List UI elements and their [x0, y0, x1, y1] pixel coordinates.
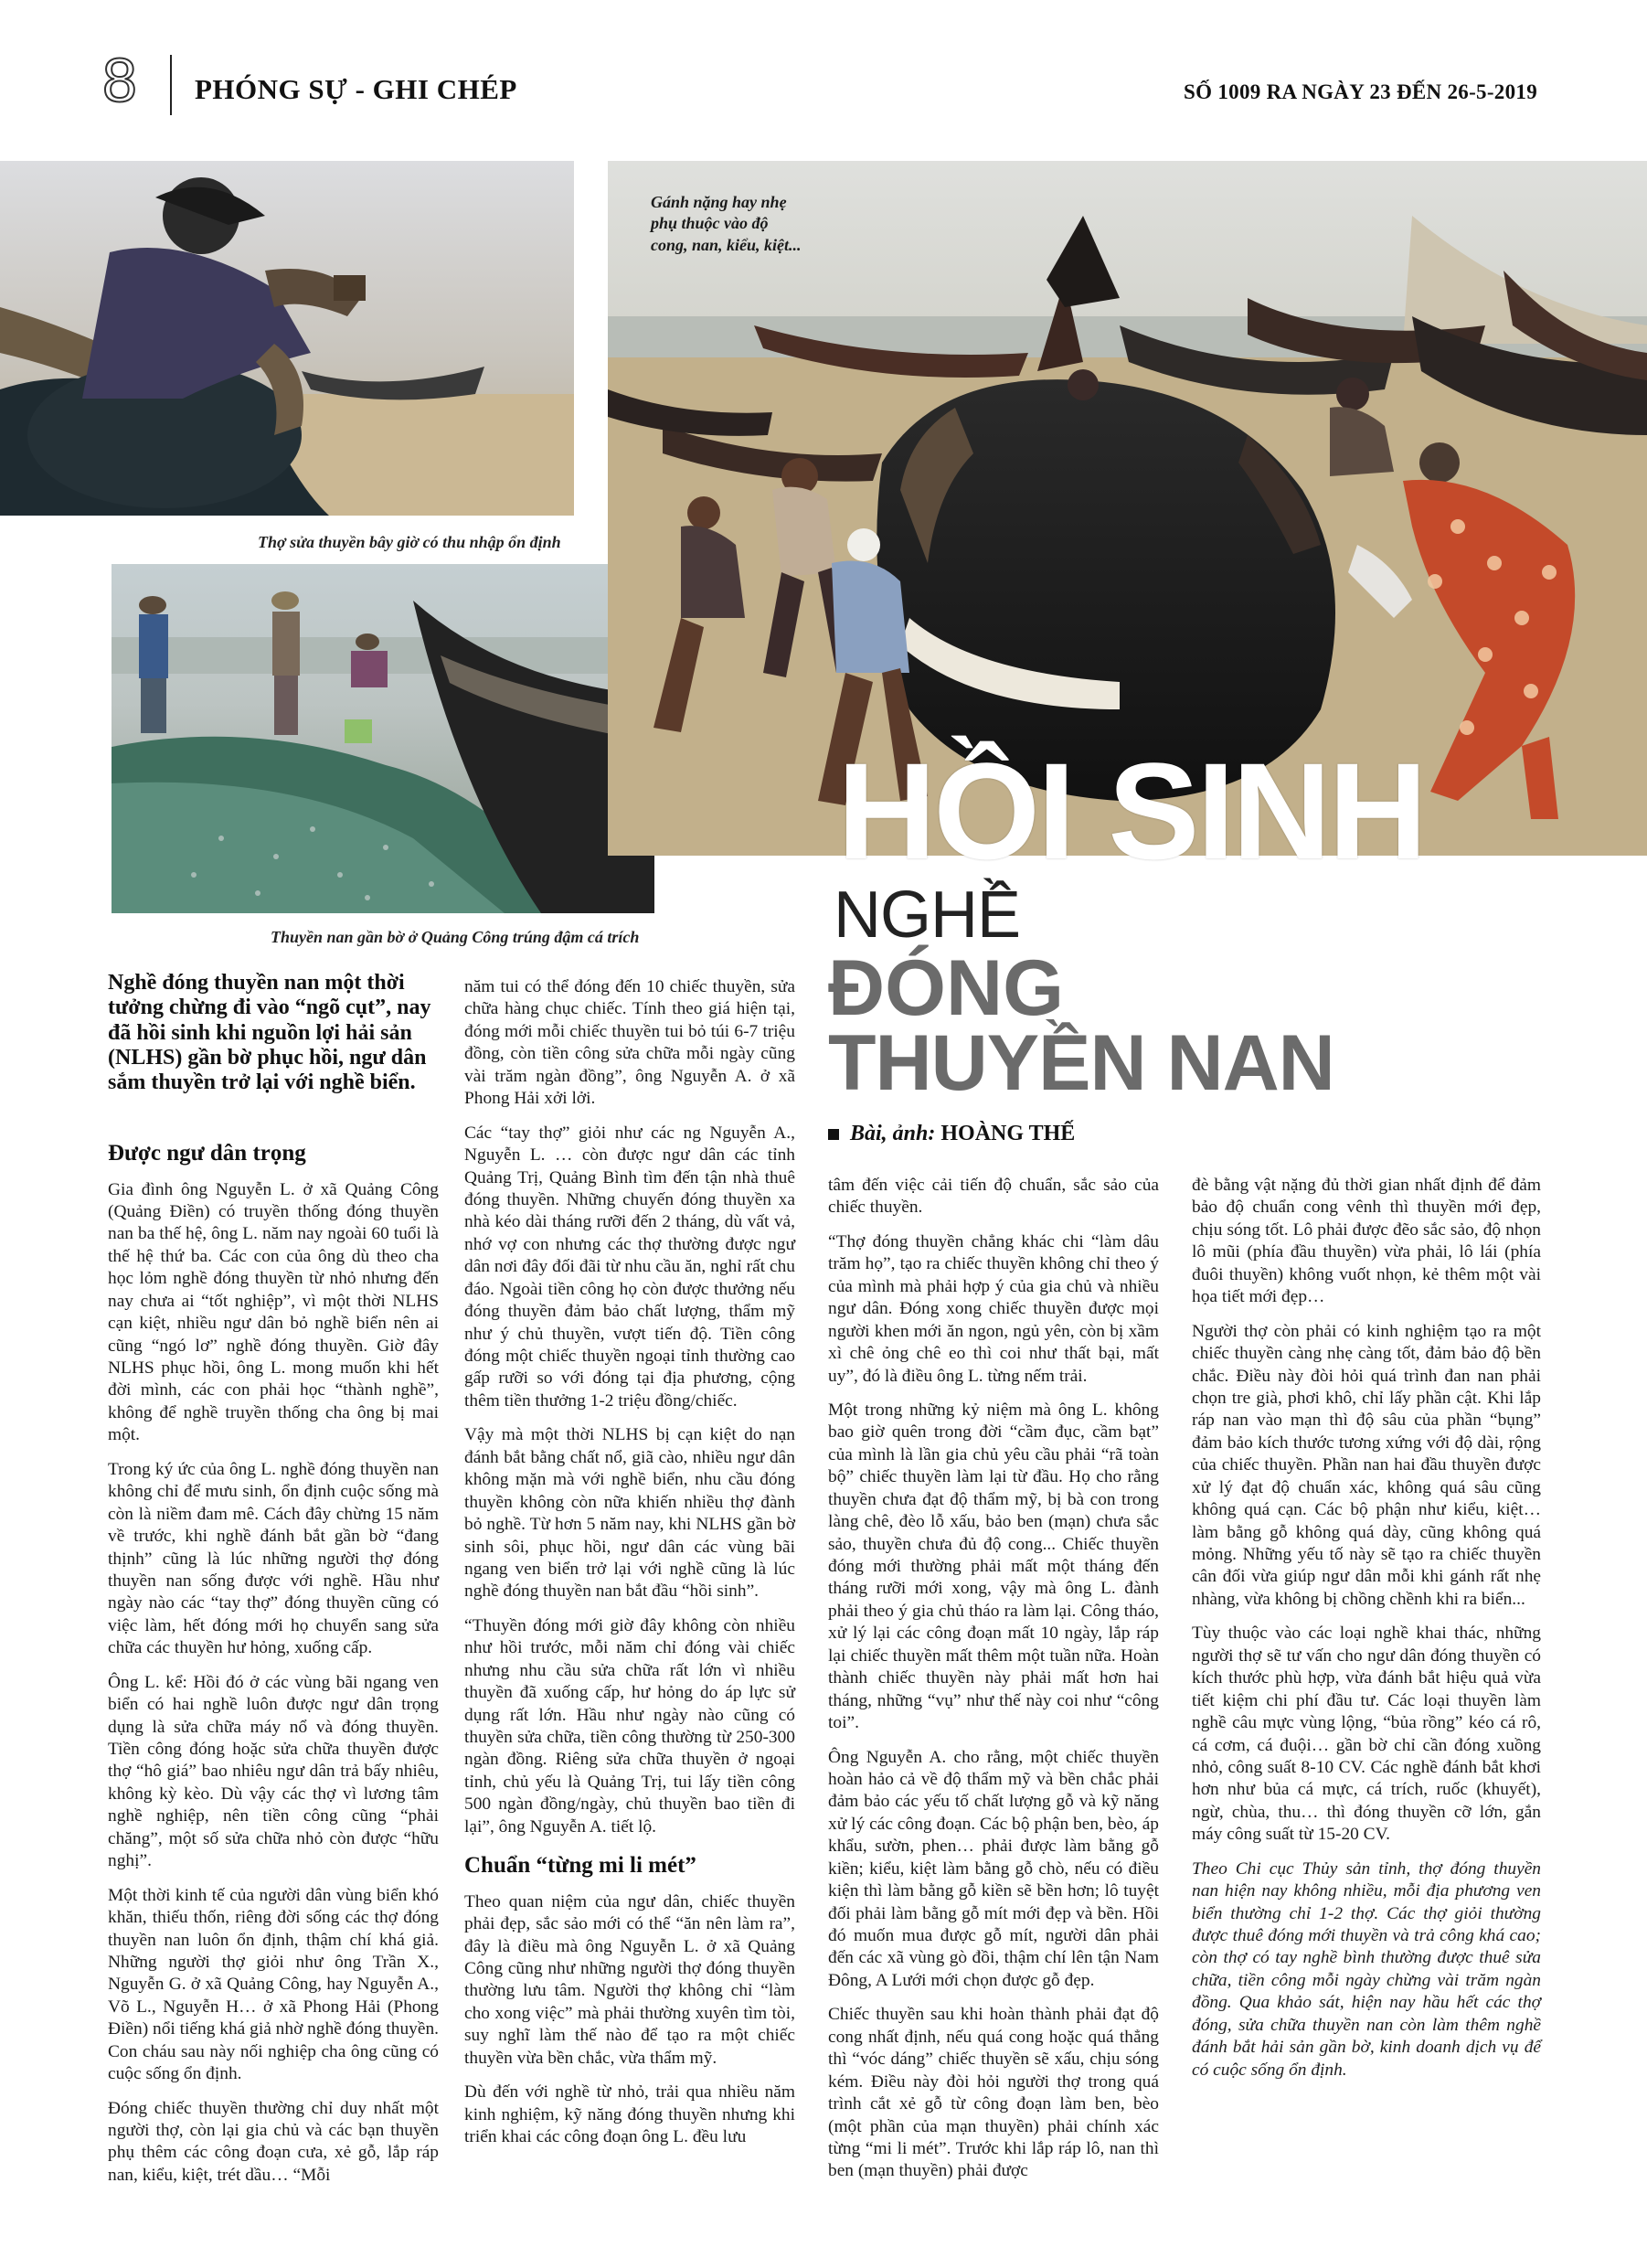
column-4: [1192, 1175, 1541, 2093]
section-title: PHÓNG SỰ - GHI CHÉP: [195, 73, 517, 105]
paragraph: Trong ký ức của ông L. nghề đóng thuyền nan không chỉ để mưu sinh, ổn định cuộc sống mà còn là niềm đam mê. Cách đây chừng 15 năm về trước, khi nghề đánh bắt gần bờ “đang thịnh” cũng là lúc những người thợ đóng thuyền nan sống được với nghề. Hầu như ngày nào các “tay thợ” đóng thuyền cũng có việc làm, hết đóng mới họ chuyển sang sửa chữa các thuyền hư hỏng, xuống cấp.: [108, 1459, 439, 1658]
photo-boat-repair: [0, 161, 574, 516]
headline-line2: NGHỀ: [834, 878, 1021, 952]
header-divider: [170, 55, 172, 115]
paragraph: Vậy mà một thời NLHS bị cạn kiệt do nạn đánh bắt bằng chất nổ, giã cào, nhiều ngư dân không mặn mà với nghề biển, nhu cầu đóng thuyền không còn nữa khiến nhiều thợ đành bỏ nghề. Từ hơn 5 năm nay, khi NLHS gần bờ sinh sôi, phục hồi, ngư dân các vùng bãi ngang ven biển trở lại với nghề cũng là lúc nghề đóng thuyền nan bắt đầu “hồi sinh”.: [464, 1425, 795, 1602]
column-1: [108, 1132, 439, 2199]
column-3: [828, 1175, 1159, 2195]
paragraph: Các “tay thợ” giỏi như các ng Nguyễn A., Nguyễn L. … còn được ngư dân các tỉnh Quảng Trị, Quảng Bình tìm đến tận nhà thuê đóng thuyền. Những chuyến đóng thuyền xa nhà kéo dài tháng rưỡi đến 2 tháng, dù vất vả, nhớ vợ con nhưng các thợ thường được ngư dân nơi đây đối đãi từ nhu cầu ăn, nghỉ rất chu đáo. Ngoài tiền công họ còn được thưởng nếu đóng thuyền đảm bảo chất lượng, thẩm mỹ như ý chủ thuyền, vượt tiến độ. Tiền công đóng một chiếc thuyền ngoại tỉnh thường cao gấp rưỡi so với đóng tại địa phương, cộng thêm tiền thưởng 1-2 triệu đồng/chiếc.: [464, 1123, 795, 1411]
paragraph: đè bằng vật nặng đủ thời gian nhất định để đảm bảo độ chuẩn cong vênh thì thuyền mới đẹp, chịu sóng tốt. Lô phải được đẽo sắc sảo, độ nhọn lô mũi (phía đầu thuyền) vừa phải, lô lái (phía đuôi thuyền) không vuốt nhọn, kẻ thêm một vài họa tiết mới đẹp…: [1192, 1176, 1541, 1307]
paragraph: Theo quan niệm của ngư dân, chiếc thuyền phải đẹp, sắc sảo mới có thể “ăn nên làm ra”, đây là điều mà ông Nguyễn L. ở xã Quảng Công cũng như những người thợ đóng thuyền thường lưu tâm. Người thợ không chỉ “làm cho xong việc” mà phải thường xuyên tìm tòi, suy nghĩ làm thế nào để tạo ra một chiếc thuyền vừa bền chắc, vừa thẩm mỹ.: [464, 1891, 795, 2068]
photo-beach-boats-caption: Gánh nặng hay nhẹ phụ thuộc vào độ cong, nan, kiểu, kiệt...: [651, 193, 802, 254]
subheading-2: Chuẩn “từng mi li mét”: [464, 1853, 696, 1879]
photo-fishermen-net: [112, 564, 654, 913]
paragraph: Dù đến với nghề từ nhỏ, trải qua nhiều năm kinh nghiệm, kỹ năng đóng thuyền nhưng khi triển khai các công đoạn ông L. đều lưu: [464, 2082, 795, 2147]
page-number: 8: [102, 46, 137, 115]
column-2: [464, 976, 795, 2161]
paragraph: năm tui có thể đóng đến 10 chiếc thuyền, sửa chữa hàng chục chiếc. Tính theo giá hiện tại, đóng mới mỗi chiếc thuyền tui bỏ túi 6-7 triệu đồng, còn tiền công sửa chữa mỗi ngày cũng vài trăm ngàn đồng”, ông Nguyễn A. ở xã Phong Hải xởi lởi.: [464, 977, 795, 1109]
closing-paragraph: Theo Chi cục Thủy sản tỉnh, thợ đóng thuyền nan hiện nay không nhiều, mỗi địa phương ven biển thường chỉ 1-2 thợ. Các thợ giỏi thường được thuê đóng mới thuyền và trả công khá cao; còn thợ có tay nghề bình thường được thuê sửa chữa, tiền công mỗi ngày chừng vài trăm ngàn đồng. Qua khảo sát, hiện nay hầu hết các thợ đóng, sửa chữa thuyền nan còn làm thêm nghề đánh bắt hải sản gần bờ, kinh doanh dịch vụ để có cuộc sống ổn định.: [1192, 1858, 1541, 2080]
paragraph: Ông L. kể: Hồi đó ở các vùng bãi ngang ven biển có hai nghề luôn được ngư dân trọng dụng là sửa chữa máy nổ và đóng thuyền. Tiền công đóng hoặc sửa chữa thuyền được thợ “hô giá” bao nhiêu ngư dân trả bấy nhiêu, không kỳ kèo. Dù vậy các thợ vì lương tâm nghề nghiệp, nên tiền công cũng “phải chăng”, một số sửa chữa nhỏ còn được “hữu nghị”.: [108, 1672, 439, 1871]
paragraph: tâm đến việc cải tiến độ chuẩn, sắc sảo của chiếc thuyền.: [828, 1176, 1159, 1218]
paragraph: Gia đình ông Nguyễn L. ở xã Quảng Công (Quảng Điền) có truyền thống đóng thuyền nan ba thế hệ, ông L. năm nay ngoài 60 tuổi là thế hệ thứ ba. Các con của ông dù theo cha học lỏm nghề đóng thuyền từ nhỏ nhưng đến nay chưa ai “tốt nghiệp”, vì một thời NLHS cạn kiệt, nhiều ngư dân bỏ nghề biển nên ai cũng “ngó lơ” nghề đóng thuyền. Giờ đây NLHS phục hồi, ông L. mong muốn khi hết đời mình, các con phải học “thành nghề”, không để nghề truyền thống cha ông bị mai một.: [108, 1179, 439, 1445]
headline-line1: HỒI SINH: [837, 734, 1425, 888]
issue-info: SỐ 1009 RA NGÀY 23 ĐẾN 26-5-2019: [1184, 80, 1537, 103]
paragraph: Người thợ còn phải có kinh nghiệm tạo ra một chiếc thuyền càng nhẹ càng tốt, đảm bảo độ bền chắc. Điều này đòi hỏi quá trình đan nan phải chọn tre già, phơi khô, chỉ lấy phần cật. Khi lắp ráp nan vào mạn thì độ sâu của phần “bụng” đảm bảo kích thước tương xứng với độ dài, rộng của chiếc thuyền. Phần nan hai đầu thuyền được xử lý đạt độ chuẩn xác, không quá sâu cũng không quá cạn. Các bộ phận như kiểu, kiệt… làm bằng gỗ không quá dày, cũng không quá mỏng. Những yếu tố này sẽ tạo ra chiếc thuyền cân đối vừa giúp ngư dân mỗi khi gánh rất nhẹ nhàng, vừa không bị chồng chềnh khi ra biển...: [1192, 1321, 1541, 1609]
paragraph: Ông Nguyễn A. cho rằng, một chiếc thuyền hoàn hảo cả về độ thẩm mỹ và bền chắc phải đảm bảo các yếu tố chất lượng gỗ và kỹ năng xử lý các công đoạn. Các bộ phận ben, bèo, áp khẩu, sườn, phen… phải được làm bằng gỗ kiền; kiểu, kiệt làm bằng gỗ chò, nếu có điều kiện thì làm bằng gỗ kiền sẽ bền hơn; lô tuyệt đối phải làm bằng gỗ mít mới đẹp và bền. Hồi đó muốn mua được gỗ mít, người dân phải đến các xã vùng gò đồi, thậm chí lên tận Nam Đông, A Lưới mới chọn được gỗ đẹp.: [828, 1747, 1159, 1990]
headline-line3: ĐÓNG: [828, 944, 1064, 1032]
subheading-1: Được ngư dân trọng: [108, 1141, 306, 1166]
byline-bullet: [828, 1129, 839, 1140]
paragraph: Một trong những kỷ niệm mà ông L. không bao giờ quên trong đời “cầm đục, cầm bạt” của mình là lần gia chủ yêu cầu phải “rã toàn bộ” chiếc thuyền làm lại từ đầu. Họ cho rằng thuyền chưa đạt độ thẩm mỹ, bị bà con trong làng chê, đèo lỗ xấu, bảo ben (mạn) chưa sắc sảo, thuyền chưa đủ độ cong... Chiếc thuyền đóng mới thường phải mất một tháng đến tháng rưỡi mới xong, vậy mà ông L. đành phải theo ý gia chủ tháo ra làm lại. Công tháo, xử lý lại các công đoạn mất 10 ngày, lắp ráp lại chiếc thuyền mất thêm một tuần nữa. Hoàn thành chiếc thuyền này phải mất hơn hai tháng, những “vụ” như thế này coi như “công toi”.: [828, 1400, 1159, 1733]
photo-fishermen-net-caption: Thuyền nan gần bờ ở Quảng Công trúng đậm cá trích: [271, 928, 640, 946]
lead-paragraph: Nghề đóng thuyền nan một thời tưởng chừng đi vào “ngõ cụt”, nay đã hồi sinh khi nguồn lợi hải sản (NLHS) gần bờ phục hồi, ngư dân sắm thuyền trở lại với nghề biển.: [108, 971, 431, 1095]
paragraph: “Thuyền đóng mới giờ đây không còn nhiều như hồi trước, mỗi năm chỉ đóng vài chiếc nhưng nhu cầu sửa chữa rất lớn vì nhiều thuyền đã xuống cấp, hư hỏng do áp lực sử dụng rất lớn. Hầu như ngày nào cũng có thuyền sửa chữa, tiền công thường từ 250-300 ngàn đồng. Riêng sửa chữa thuyền ở ngoại tỉnh, chủ yếu là Quảng Trị, tui lấy tiền công 500 ngàn đồng/ngày, chủ thuyền bao tiền đi lại”, ông Nguyễn A. tiết lộ.: [464, 1615, 795, 1837]
paragraph: Một thời kinh tế của người dân vùng biển khó khăn, thiếu thốn, riêng đời sống các thợ đóng thuyền nan luôn ổn định, thậm chí khá giả. Những người thợ giỏi như ông Trần X., Nguyễn G. ở xã Quảng Công, hay Nguyễn A., Võ L., Nguyễn H… ở xã Phong Hải (Phong Điền) nổi tiếng khá giả nhờ nghề đóng thuyền. Con cháu sau này nối nghiệp cha ông cũng có cuộc sống ổn định.: [108, 1885, 439, 2084]
paragraph: Chiếc thuyền sau khi hoàn thành phải đạt độ cong nhất định, nếu quá cong hoặc quá thẳng thì “vóc dáng” chiếc thuyền sẽ xấu, chịu sóng kém. Điều này đòi hỏi người thợ trong quá trình cắt xẻ gỗ từ công đoạn làm ben, bèo (một phần của mạn thuyền) phải chính xác từng “mi li mét”. Trước khi lắp ráp lô, nan thì ben (mạn thuyền) phải được: [828, 2005, 1159, 2181]
paragraph: Tùy thuộc vào các loại nghề khai thác, những người thợ sẽ tư vấn cho ngư dân đóng thuyền có kích thước phù hợp, vừa đánh bắt hiệu quả vừa tiết kiệm chi phí đầu tư. Các loại thuyền làm nghề câu mực vùng lộng, “bủa rồng” kéo cá rô, cá cơm, cá đuội… gần bờ chỉ cần đóng xuồng nhỏ, công suất 8-10 CV. Các nghề đánh bắt khơi hơn như bủa cá mực, cá trích, ruốc (khuyết), ngừ, chùa, thu… thì đóng thuyền cỡ lớn, gắn máy công suất từ 15-20 CV.: [1192, 1624, 1541, 1845]
headline-line4: THUYỀN NAN: [828, 1019, 1334, 1107]
photo-boat-repair-caption: Thợ sửa thuyền bây giờ có thu nhập ổn định: [258, 533, 561, 551]
paragraph: Đóng chiếc thuyền thường chỉ duy nhất một người thợ, còn lại gia chủ và các bạn thuyền phụ thêm các công đoạn cưa, xẻ gỗ, lắp ráp nan, kiểu, kiệt, trét dầu… “Mỗi: [108, 2098, 439, 2185]
byline: [828, 1122, 1075, 1146]
paragraph: “Thợ đóng thuyền chẳng khác chi “làm dâu trăm họ”, tạo ra chiếc thuyền không chỉ theo ý của mình mà phải hợp ý của gia chủ và nhiều ngư dân. Đóng xong chiếc thuyền được mọi người khen mới ăn ngon, ngủ yên, còn bị xầm xì chê ỏng chê eo thì coi như thất bại, mất uy”, đó là điều ông L. từng nếm trải.: [828, 1231, 1159, 1386]
byline-author: HOÀNG THẾ: [940, 1122, 1076, 1145]
byline-label: Bài, ảnh:: [850, 1122, 936, 1145]
